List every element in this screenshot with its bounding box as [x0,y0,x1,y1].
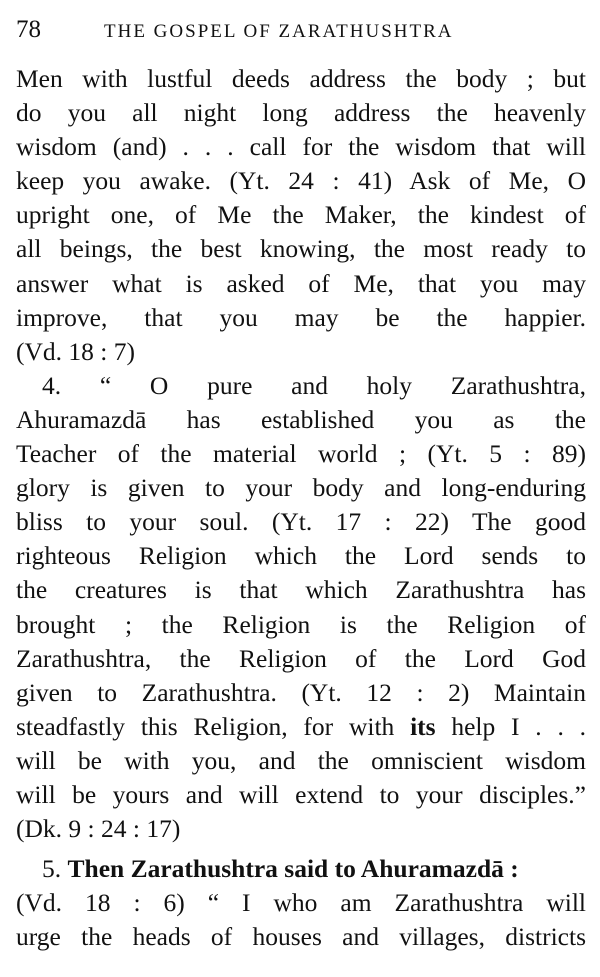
text-line: will be yours and will extend to your disciples.” [16,779,586,809]
paragraph-number: 5. [42,854,68,884]
text-line: given to Zarathushtra. (Yt. 12 : 2) Maintain [16,677,586,707]
text-line: answer what is asked of Me, that you may [16,268,586,298]
text-line: (Dk. 9 : 24 : 17) [16,814,181,844]
running-head [16,14,586,46]
paragraph-5-first-line [16,852,586,886]
bold-phrase: Then Zarathushtra said to Ahuramazdā : [67,854,519,884]
paragraph-4-first-line: 4. “ O pure and holy Zarathushtra, [42,370,586,400]
text-line: upright one, of Me the Maker, the kindest of [16,200,586,230]
text-line: wisdom (and) . . . call for the wisdom that will [16,132,586,162]
text-line: do you all night long address the heavenly [16,98,586,128]
bold-word: its [410,711,436,741]
text-line-with-bold [16,710,586,744]
text-line: brought ; the Religion is the Religion of [16,609,586,639]
text-run: steadfastly this Religion, for with [16,711,411,741]
text-line: all beings, the best knowing, the most ready to [16,234,586,264]
text-line: Zarathushtra, the Religion of the Lord God [16,643,586,673]
text-line: (Vd. 18 : 6) “ I who am Zarathushtra will [16,888,586,918]
text-line: keep you awake. (Yt. 24 : 41) Ask of Me, O [16,166,586,196]
text-line: Teacher of the material world ; (Yt. 5 : 89) [16,439,586,469]
text-line: bliss to your soul. (Yt. 17 : 22) The good [16,507,586,537]
running-title: THE GOSPEL OF ZARATHUSHTRA [104,21,454,42]
text-run: help I . . . [435,711,586,741]
text-line: improve, that you may be the happier. [16,302,586,332]
text-line: the creatures is that which Zarathushtra has [16,575,586,605]
text-line: Men with lustful deeds address the body ; but [16,64,586,93]
text-line: will be with you, and the omniscient wisdom [16,745,586,775]
text-line: (Vd. 18 : 7) [16,336,135,366]
text-line: glory is given to your body and long-enduring [16,473,586,503]
text-line: urge the heads of houses and villages, districts [16,922,586,952]
text-line: righteous Religion which the Lord sends to [16,541,586,571]
page-number: 78 [16,16,41,43]
body-text [16,62,586,954]
text-line: Ahuramazdā has established you as the [16,404,586,434]
